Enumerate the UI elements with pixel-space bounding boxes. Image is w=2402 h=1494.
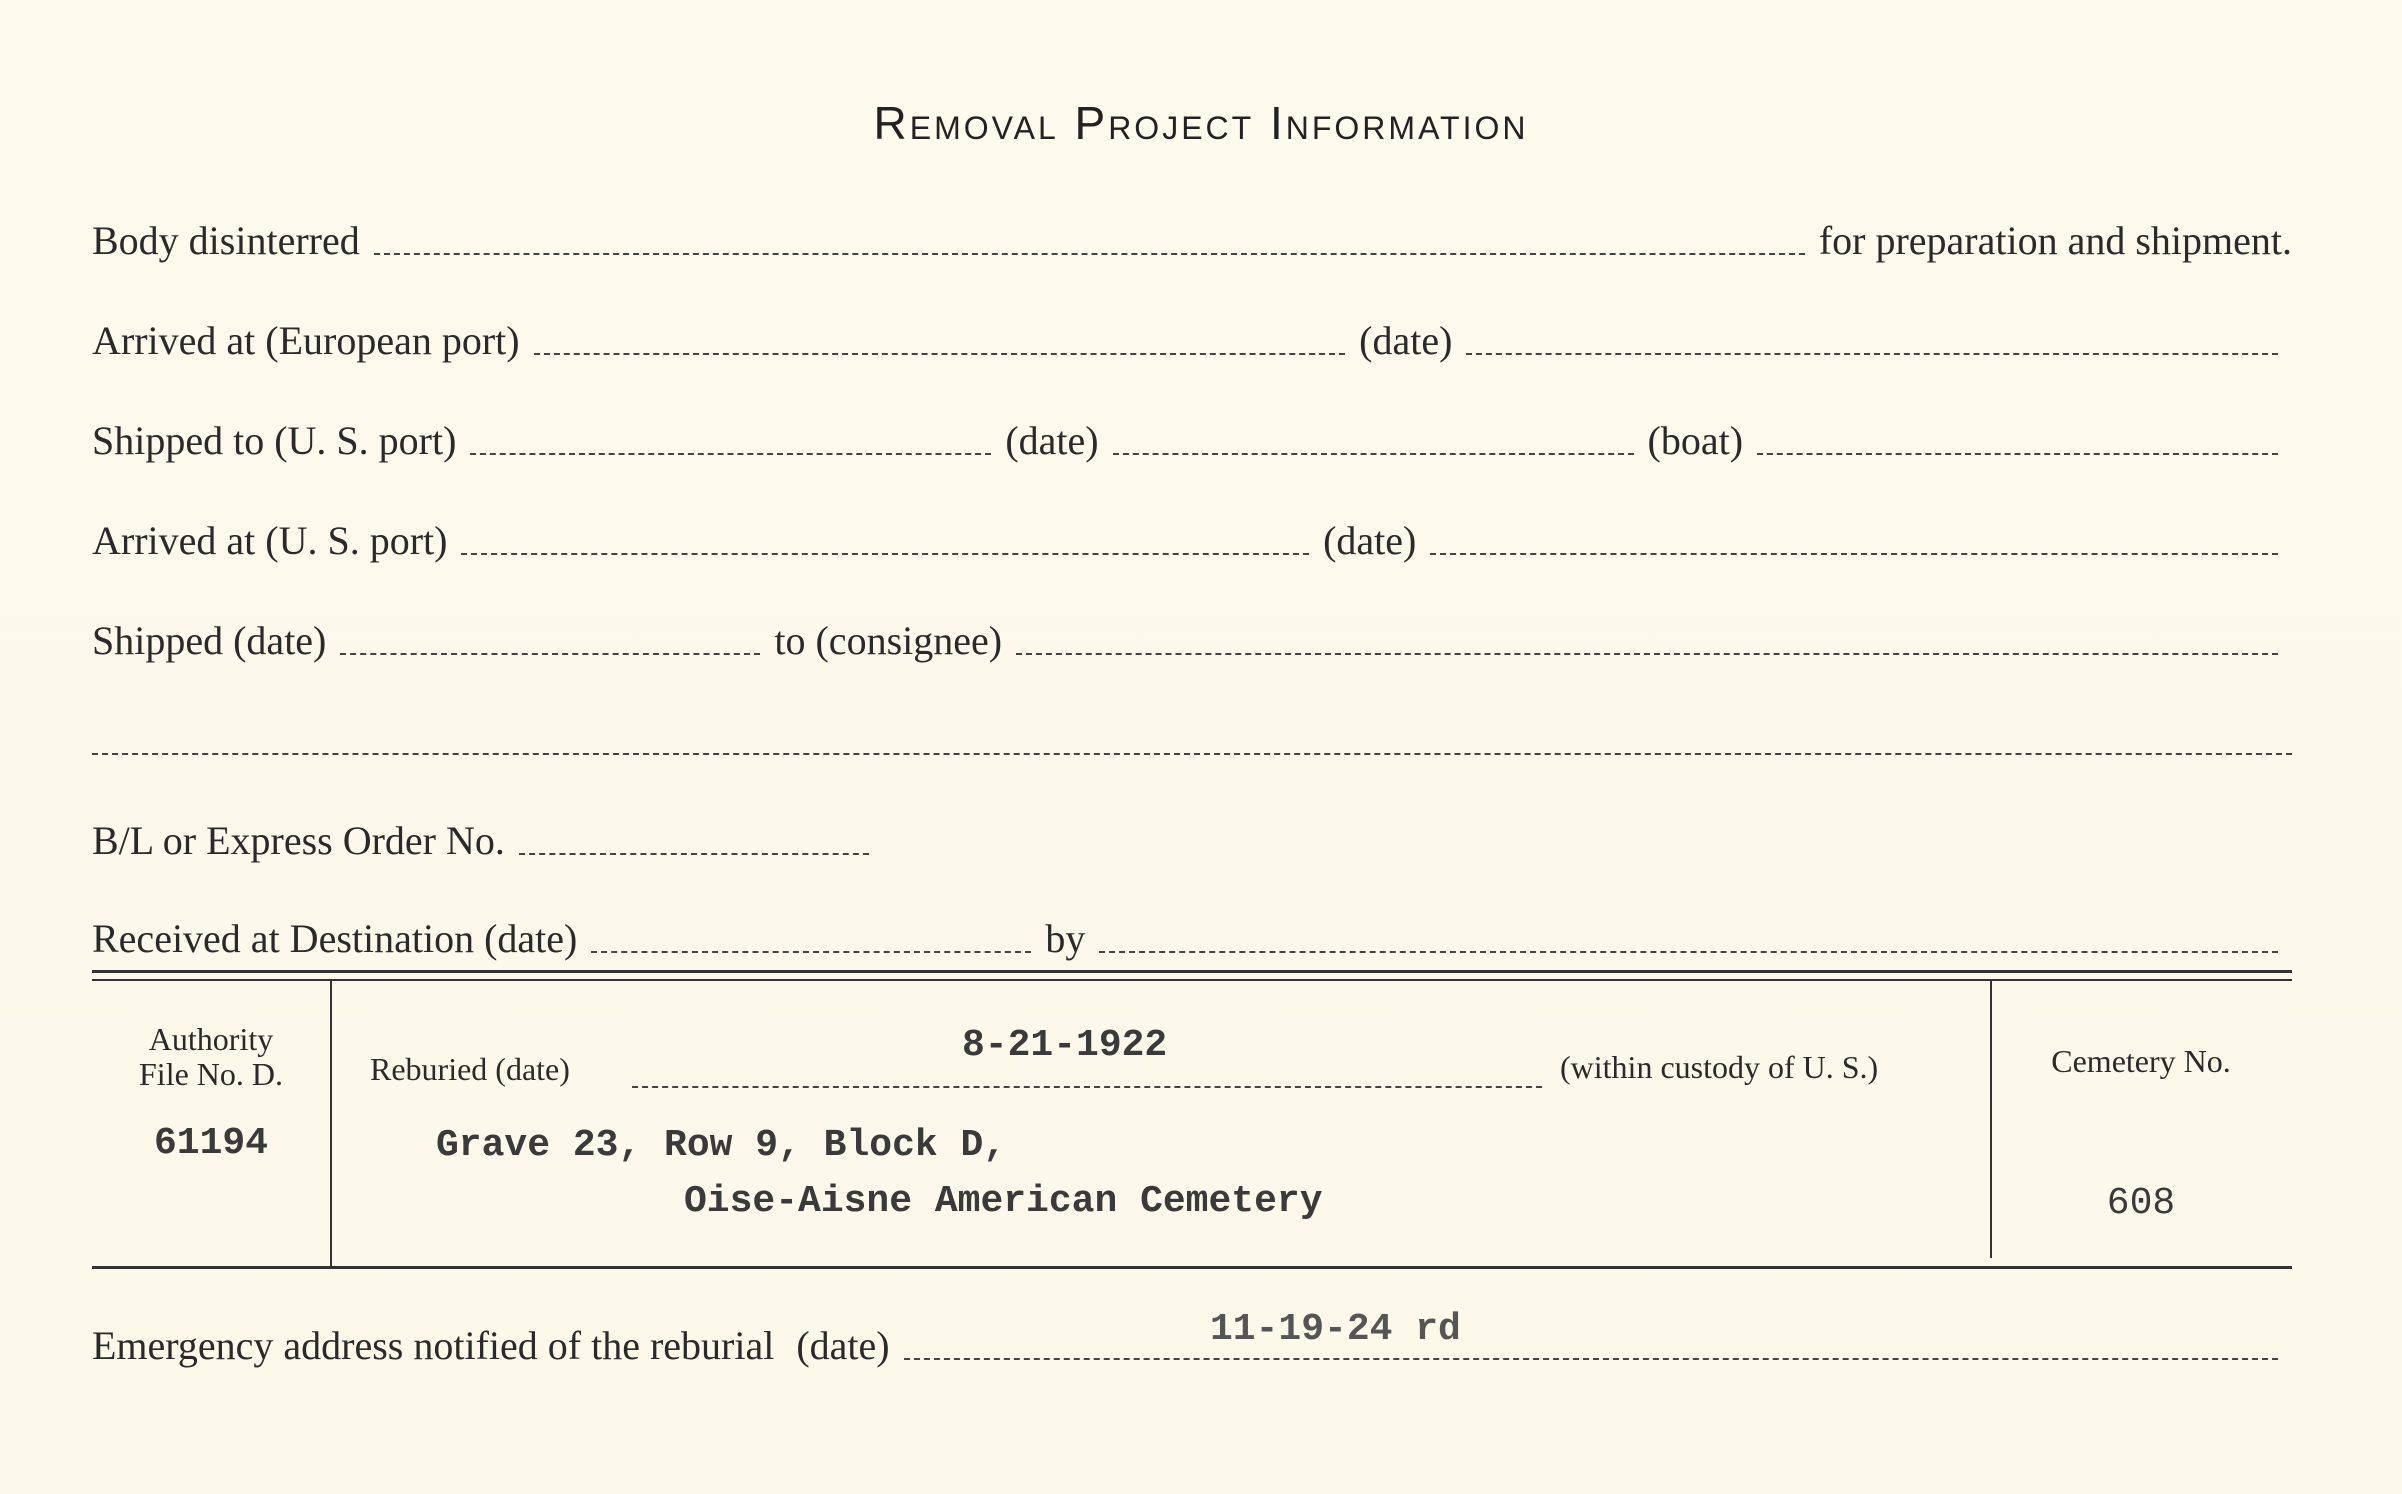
row-body-disinterred [92, 205, 2292, 265]
column-divider [330, 980, 332, 1268]
card-title: Removal Project Information [873, 97, 1529, 149]
emergency-date-value: 11-19-24 rd [1210, 1308, 1461, 1351]
row-shipped-to-us [92, 405, 2292, 465]
us-port-field [470, 452, 991, 455]
emergency-label: Emergency address notified of the reburial [92, 1323, 775, 1368]
for-preparation-label: for preparation and shipment. [1818, 218, 2292, 263]
file-no-label-line: File No. D. [139, 1056, 283, 1093]
row-received-destination [92, 903, 2292, 963]
reburial-table [92, 980, 2292, 1268]
reburied-label: Reburied (date) [370, 1051, 570, 1087]
authority-file-number: 61194 [153, 1122, 269, 1165]
received-by-field [1099, 950, 2278, 953]
emergency-date-field [904, 1357, 2278, 1360]
european-date-field [1466, 352, 2278, 355]
bl-order-field [519, 852, 869, 855]
row-emergency-address [92, 1310, 2292, 1370]
arrived-us-port-field [461, 552, 1309, 555]
arrived-us-date-field [1430, 552, 2278, 555]
received-date-field [591, 950, 1031, 953]
boat-field [1757, 452, 2278, 455]
row-consignee-continued [92, 705, 2292, 765]
emergency-date-label: (date) [796, 1323, 890, 1368]
cemetery-number-value: 608 [2106, 1182, 2176, 1225]
row-arrived-us [92, 505, 2292, 565]
authority-label-line: Authority [148, 1021, 274, 1057]
cemetery-number-label: Cemetery No. [2051, 1043, 2231, 1079]
date-label: (date) [1323, 518, 1417, 563]
shipped-date-field [340, 652, 760, 655]
grave-location-line-1: Grave 23, Row 9, Block D, [436, 1124, 1007, 1167]
row-shipped-date [92, 605, 2292, 665]
shipped-to-us-label: Shipped to (U. S. port) [92, 418, 457, 463]
shipped-date-label: Shipped (date) [92, 618, 327, 663]
body-disinterred-label: Body disinterred [92, 218, 360, 263]
date-label: (date) [1359, 318, 1453, 363]
by-label: by [1045, 916, 1086, 961]
received-destination-label: Received at Destination (date) [92, 916, 578, 961]
to-consignee-label: to (consignee) [774, 618, 1003, 663]
european-port-field [534, 352, 1346, 355]
arrived-us-label: Arrived at (U. S. port) [92, 518, 448, 563]
table-bottom-rule [92, 1266, 2292, 1269]
authority-label [92, 1022, 330, 1092]
reburied-date-value: 8-21-1922 [962, 1024, 1168, 1067]
row-bl-order [92, 805, 2292, 865]
consignee-field [1016, 652, 2278, 655]
grave-location-line-2: Oise-Aisne American Cemetery [684, 1180, 1323, 1223]
consignee-continued-field [92, 752, 2292, 755]
bl-order-label: B/L or Express Order No. [92, 818, 505, 863]
custody-note: (within custody of U. S.) [1560, 1049, 1879, 1085]
body-disinterred-field [374, 252, 1805, 255]
shipped-date-field [1113, 452, 1634, 455]
arrived-european-label: Arrived at (European port) [92, 318, 520, 363]
reburied-date-field [632, 1086, 1542, 1088]
boat-label: (boat) [1647, 418, 1744, 463]
row-arrived-european [92, 305, 2292, 365]
date-label: (date) [1005, 418, 1099, 463]
